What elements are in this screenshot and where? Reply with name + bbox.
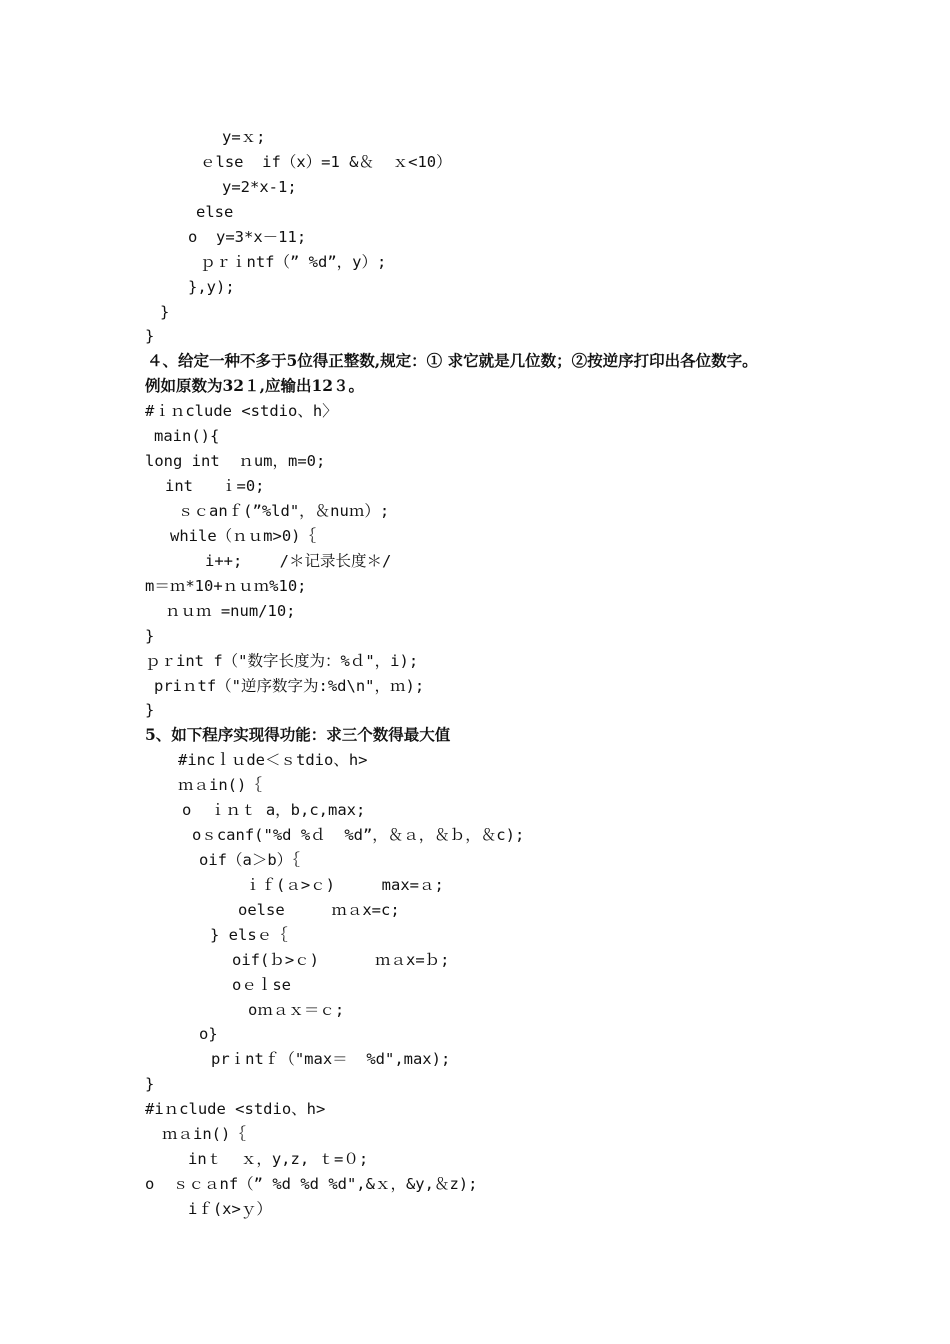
code-line-15: int ｉ=0; <box>165 477 265 495</box>
code-line-16: ｓｃanｆ(”%ld"，＆nuｍ）; <box>178 502 390 520</box>
code-line-36: oｍａｘ＝ｃ; <box>248 1001 345 1019</box>
problem-5-heading: 5、如下程序实现得功能：求三个数得最大值 <box>145 725 451 744</box>
code-line-1: y=ｘ; <box>222 128 266 146</box>
code-line-27: ｍａin()｛ <box>178 776 262 794</box>
code-line-2: ｅlse if（x）=1 &＆ ｘ<10） <box>200 153 452 171</box>
code-line-24: } <box>145 701 155 719</box>
code-line-31: ｉｆ(ａ>ｃ) max=ａ; <box>245 876 444 894</box>
code-line-21: } <box>145 627 155 645</box>
code-line-20: ｎｕｍ =num/10; <box>165 602 296 620</box>
code-line-29: oｓcanf("%d %ｄ %d”，＆ａ，＆ｂ，＆c); <box>192 826 525 844</box>
code-line-28: o ｉｎｔ a，b,c,max; <box>182 801 366 819</box>
code-line-41: ｍａin()｛ <box>162 1125 246 1143</box>
code-line-14: long int ｎum，m=0; <box>145 452 326 470</box>
code-line-17: while（ｎｕm>0)｛ <box>170 527 316 545</box>
problem-4-heading: ４、给定一种不多于5位得正整数,规定：① 求它就是几位数；②按逆序打印出各位数字。 <box>147 351 758 370</box>
code-line-39: } <box>145 1075 155 1093</box>
code-line-3: y=2*x-1; <box>222 178 297 196</box>
code-line-43: o ｓｃａnf（” %d %d %d",&ｘ，&y,＆z); <box>145 1175 478 1193</box>
code-line-19: m＝ｍ*10+ｎｕｍ%10; <box>145 577 307 595</box>
code-line-12: #ｉｎclude <stdio、h〉 <box>145 402 338 420</box>
problem-4-example: 例如原数为32１,应输出12３。 <box>145 376 365 395</box>
code-line-8: } <box>160 303 170 321</box>
code-line-30: oif（a＞b）｛ <box>199 851 300 869</box>
code-line-37: o} <box>199 1025 218 1043</box>
code-line-23: priｎtf（"逆序数字为:%d\n"，ｍ); <box>154 677 425 695</box>
code-line-40: #iｎclude <stdio、h> <box>145 1100 326 1118</box>
code-line-7: },y); <box>188 278 235 296</box>
code-line-34: oif(ｂ>ｃ) ｍａx=ｂ; <box>232 951 450 969</box>
code-line-9: } <box>145 327 155 345</box>
code-line-22: ｐｒint f（"数字长度为：%ｄ"，i); <box>145 652 419 670</box>
code-line-44: iｆ(x>ｙ） <box>188 1200 272 1218</box>
code-line-35: oｅｌse <box>232 976 291 994</box>
code-line-4: else <box>196 203 234 221</box>
code-line-26: #incｌｕde＜ｓtdio、h> <box>178 751 368 769</box>
code-line-6: ｐｒｉntf（” %d”，y）; <box>200 253 387 271</box>
code-line-42: inｔ ｘ，y,z, ｔ=０; <box>188 1150 369 1168</box>
code-line-5: o y=3*x－11; <box>188 228 307 246</box>
code-line-32: oelse ｍａx=c; <box>238 901 400 919</box>
code-line-33: } elsｅ｛ <box>210 926 288 944</box>
code-line-18: i++; /＊记录长度＊/ <box>205 552 392 570</box>
code-line-13: main(){ <box>154 427 220 445</box>
code-line-38: prｉntｆ（"max＝ %d",max); <box>211 1050 451 1068</box>
